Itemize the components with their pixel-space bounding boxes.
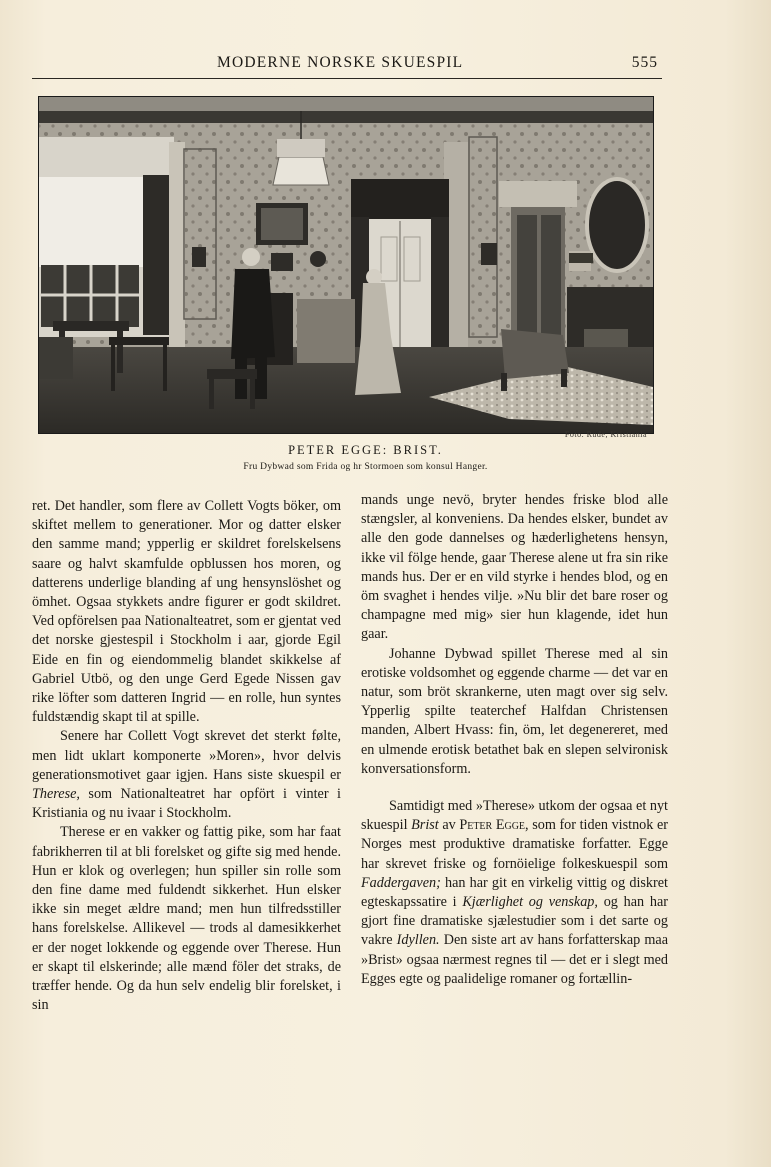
right-paragraph-2: Johanne Dybwad spillet Therese med al sin erotiske voldsomhet og eggende charme — det var en natur, som bröt skrankerne, uten magt over sig selv. Ypperlig spilte teaterchef Halfdan Christensen manden, Albert Hvass: fin, öm, let degenereret, med en ulmende erotisk betathet bak en slepen selvironisk konversationsform. — [361, 645, 668, 777]
paragraph-gap — [361, 779, 668, 797]
title-idyllen: Idyllen. — [396, 932, 440, 949]
caption-title-text: PETER EGGE: BRIST. — [288, 443, 443, 457]
left-paragraph-3: Therese er en vakker og fattig pike, som har faat fabrikherren til at bli forelsket og gifte sig med hende. Hun er klok og overlegen; hun spiller sin rolle som den fine dame med fuldendt sikkerhet. Hun elsker ikke sin meget ældre mand; men hun tilfredsstiller hans forelskelse. Allikevel — trods al damesikkerhet er der noget lokkende og eggende over Therese. Hun er skapt til elskerinde; alle mænd föler det straks, de træffer hende. Og da hun selv endelig blir forelsket, i sin — [32, 824, 341, 1014]
page-number: 555 — [631, 54, 658, 71]
left-column — [32, 497, 341, 1015]
left-paragraph-2 — [32, 727, 341, 823]
running-head — [32, 52, 662, 79]
left-paragraph-1: ret. Det handler, som flere av Collett Vogts böker, om skiftet mellem to generationer. Mor og datter elsker den samme mand; ypperlig er skildret forelskelsens saare og halvt skamfulde opblussen hos moren, og datterens underlige blanding af ung hensynslöshet og ömhet. Ogsaa stykkets andre figurer er godt skildret. Ved opförelsen paa Nationalteatret, som er gjentat ved det norske gjestespil i Stockholm i aar, gjorde Egil Eide en fin og eiendommelig blandet skikkelse af Gabriel Utbö, og den unge Gerd Egede Nissen gav rike löfter som datteren Ingrid — en rolle, hun syntes fuldstændig skapt til at spille. — [32, 498, 341, 726]
right-paragraph-3-text-b: av — [438, 817, 460, 834]
author-name: Peter Egge — [459, 817, 526, 834]
title-kjaerlighet: Kjærlighet og venskap, — [462, 894, 598, 911]
right-paragraph-3-text-f: Den siste art av hans forfatterskap maa »Brist» ogsaa nærmest regnes til — det er i slegt med Egges egte og paalidelige romaner og fortællin- — [361, 932, 669, 987]
left-paragraph-2-text-b: som Nationalteatret har opfört i vinter i Kristiania og nu ivaar i Stockholm. — [32, 786, 341, 822]
title-faddergaven: Faddergaven; — [361, 874, 441, 891]
photo-credit: Foto. Rude, Kristiania — [564, 430, 647, 439]
right-column — [361, 491, 668, 989]
right-paragraph-3-text-d: han har git en virkelig vittig og diskret egteskapssatire i — [361, 874, 668, 911]
title-brist: Brist — [411, 817, 439, 834]
right-paragraph-3-text-c: , som for tiden vistnok er Norges mest produktive dramatiske forfatter. Egge har skrevet friske og fornöielige folkeskuespil som — [361, 817, 668, 872]
right-paragraph-3 — [361, 797, 668, 989]
running-title: MODERNE NORSKE SKUESPIL — [217, 54, 464, 71]
right-paragraph-3-text-a: Samtidigt med »Therese» utkom der ogsaa et nyt skuespil — [361, 798, 668, 834]
right-paragraph-3-text-e: og han har gjort fine dramatiske sjælestudier som i det sarte og vakre — [361, 894, 668, 949]
caption-subtitle — [0, 462, 771, 472]
title-therese: Therese, — [32, 786, 80, 803]
left-paragraph-2-text-a: Senere har Collett Vogt skrevet det sterkt følte, men lidt uklart komponerte »Moren», hvor delvis generationsmotivet gaar igjen. Hans siste skuespil er — [32, 728, 341, 783]
caption-title — [0, 443, 771, 458]
stage-photograph — [38, 96, 654, 434]
stage-photograph-illustration — [39, 97, 653, 433]
right-paragraph-1: mands unge nevö, bryter hendes friske blod alle stængsler, al konveniens. Da hendes elsker, bundet av alle den gode dannelses og hæderlighetens hensyn, ikke vil fölge hende, gaar Therese alene ut fra sin rike mands hus. Der er en vild styrke i hendes blod, og en öm svaghet i hendes vilje. »Nu blir det bare roser og champagne med mig» sier hun klagende, idet hun gaar. — [361, 492, 668, 643]
caption-subtitle-text: Fru Dybwad som Frida og hr Stormoen som konsul Hanger. — [243, 462, 488, 472]
